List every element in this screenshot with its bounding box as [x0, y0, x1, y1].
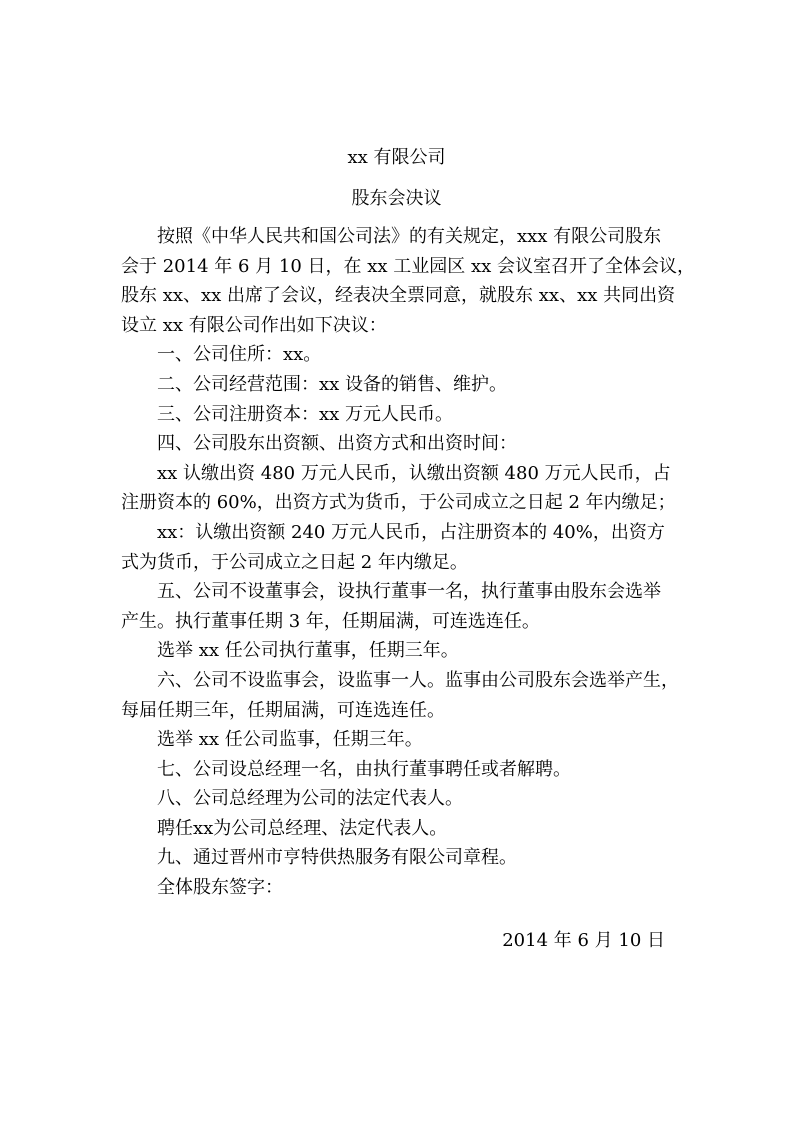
body-line: 五、公司不设董事会，设执行董事一名，执行董事由股东会选举 — [157, 581, 661, 603]
signature-label: 全体股东签字： — [157, 877, 283, 899]
body-line: 注册资本的 60%，出资方式为货币，于公司成立之日起 2 年内缴足； — [121, 492, 676, 514]
body-line: 股东 xx、xx 出席了会议，经表决全票同意，就股东 xx、xx 共同出资 — [121, 285, 676, 307]
body-line: 每届任期三年，任期届满，可连选连任。 — [121, 699, 445, 721]
resolution-title: 股东会决议 — [351, 188, 442, 209]
resolution-date: 2014 年 6 月 10 日 — [502, 930, 665, 951]
body-line: 聘任xx为公司总经理、法定代表人。 — [157, 817, 448, 839]
company-title: xx 有限公司 — [347, 147, 446, 168]
body-line: xx 认缴出资 480 万元人民币，认缴出资额 480 万元人民币，占 — [157, 462, 671, 484]
body-line: 四、公司股东出资额、出资方式和出资时间： — [157, 433, 517, 455]
body-line: 一、公司住所：xx。 — [157, 344, 322, 366]
body-line: 会于 2014 年 6 月 10 日，在 xx 工业园区 xx 会议室召开了全体会议， — [121, 255, 695, 277]
body-line: 设立 xx 有限公司作出如下决议： — [121, 314, 387, 336]
body-line: 八、公司总经理为公司的法定代表人。 — [157, 788, 463, 810]
body-line: 二、公司经营范围：xx 设备的销售、维护。 — [157, 373, 508, 395]
body-line: 七、公司设总经理一名，由执行董事聘任或者解聘。 — [157, 758, 571, 780]
body-line: 式为货币，于公司成立之日起 2 年内缴足。 — [121, 551, 468, 573]
body-line: 九、通过晋州市亨特供热服务有限公司章程。 — [157, 847, 517, 869]
resolution-body — [121, 222, 695, 903]
body-line: 六、公司不设监事会，设监事一人。监事由公司股东会选举产生， — [157, 669, 679, 691]
body-line: 产生。执行董事任期 3 年，任期届满，可连选连任。 — [121, 610, 540, 632]
body-line: xx：认缴出资额 240 万元人民币，占注册资本的 40%，出资方 — [157, 521, 665, 543]
body-line: 三、公司注册资本：xx 万元人民币。 — [157, 403, 454, 425]
body-line: 按照《中华人民共和国公司法》的有关规定，xxx 有限公司股东 — [157, 226, 662, 247]
body-line: 选举 xx 任公司执行董事，任期三年。 — [157, 640, 459, 662]
body-line: 选举 xx 任公司监事，任期三年。 — [157, 729, 423, 751]
